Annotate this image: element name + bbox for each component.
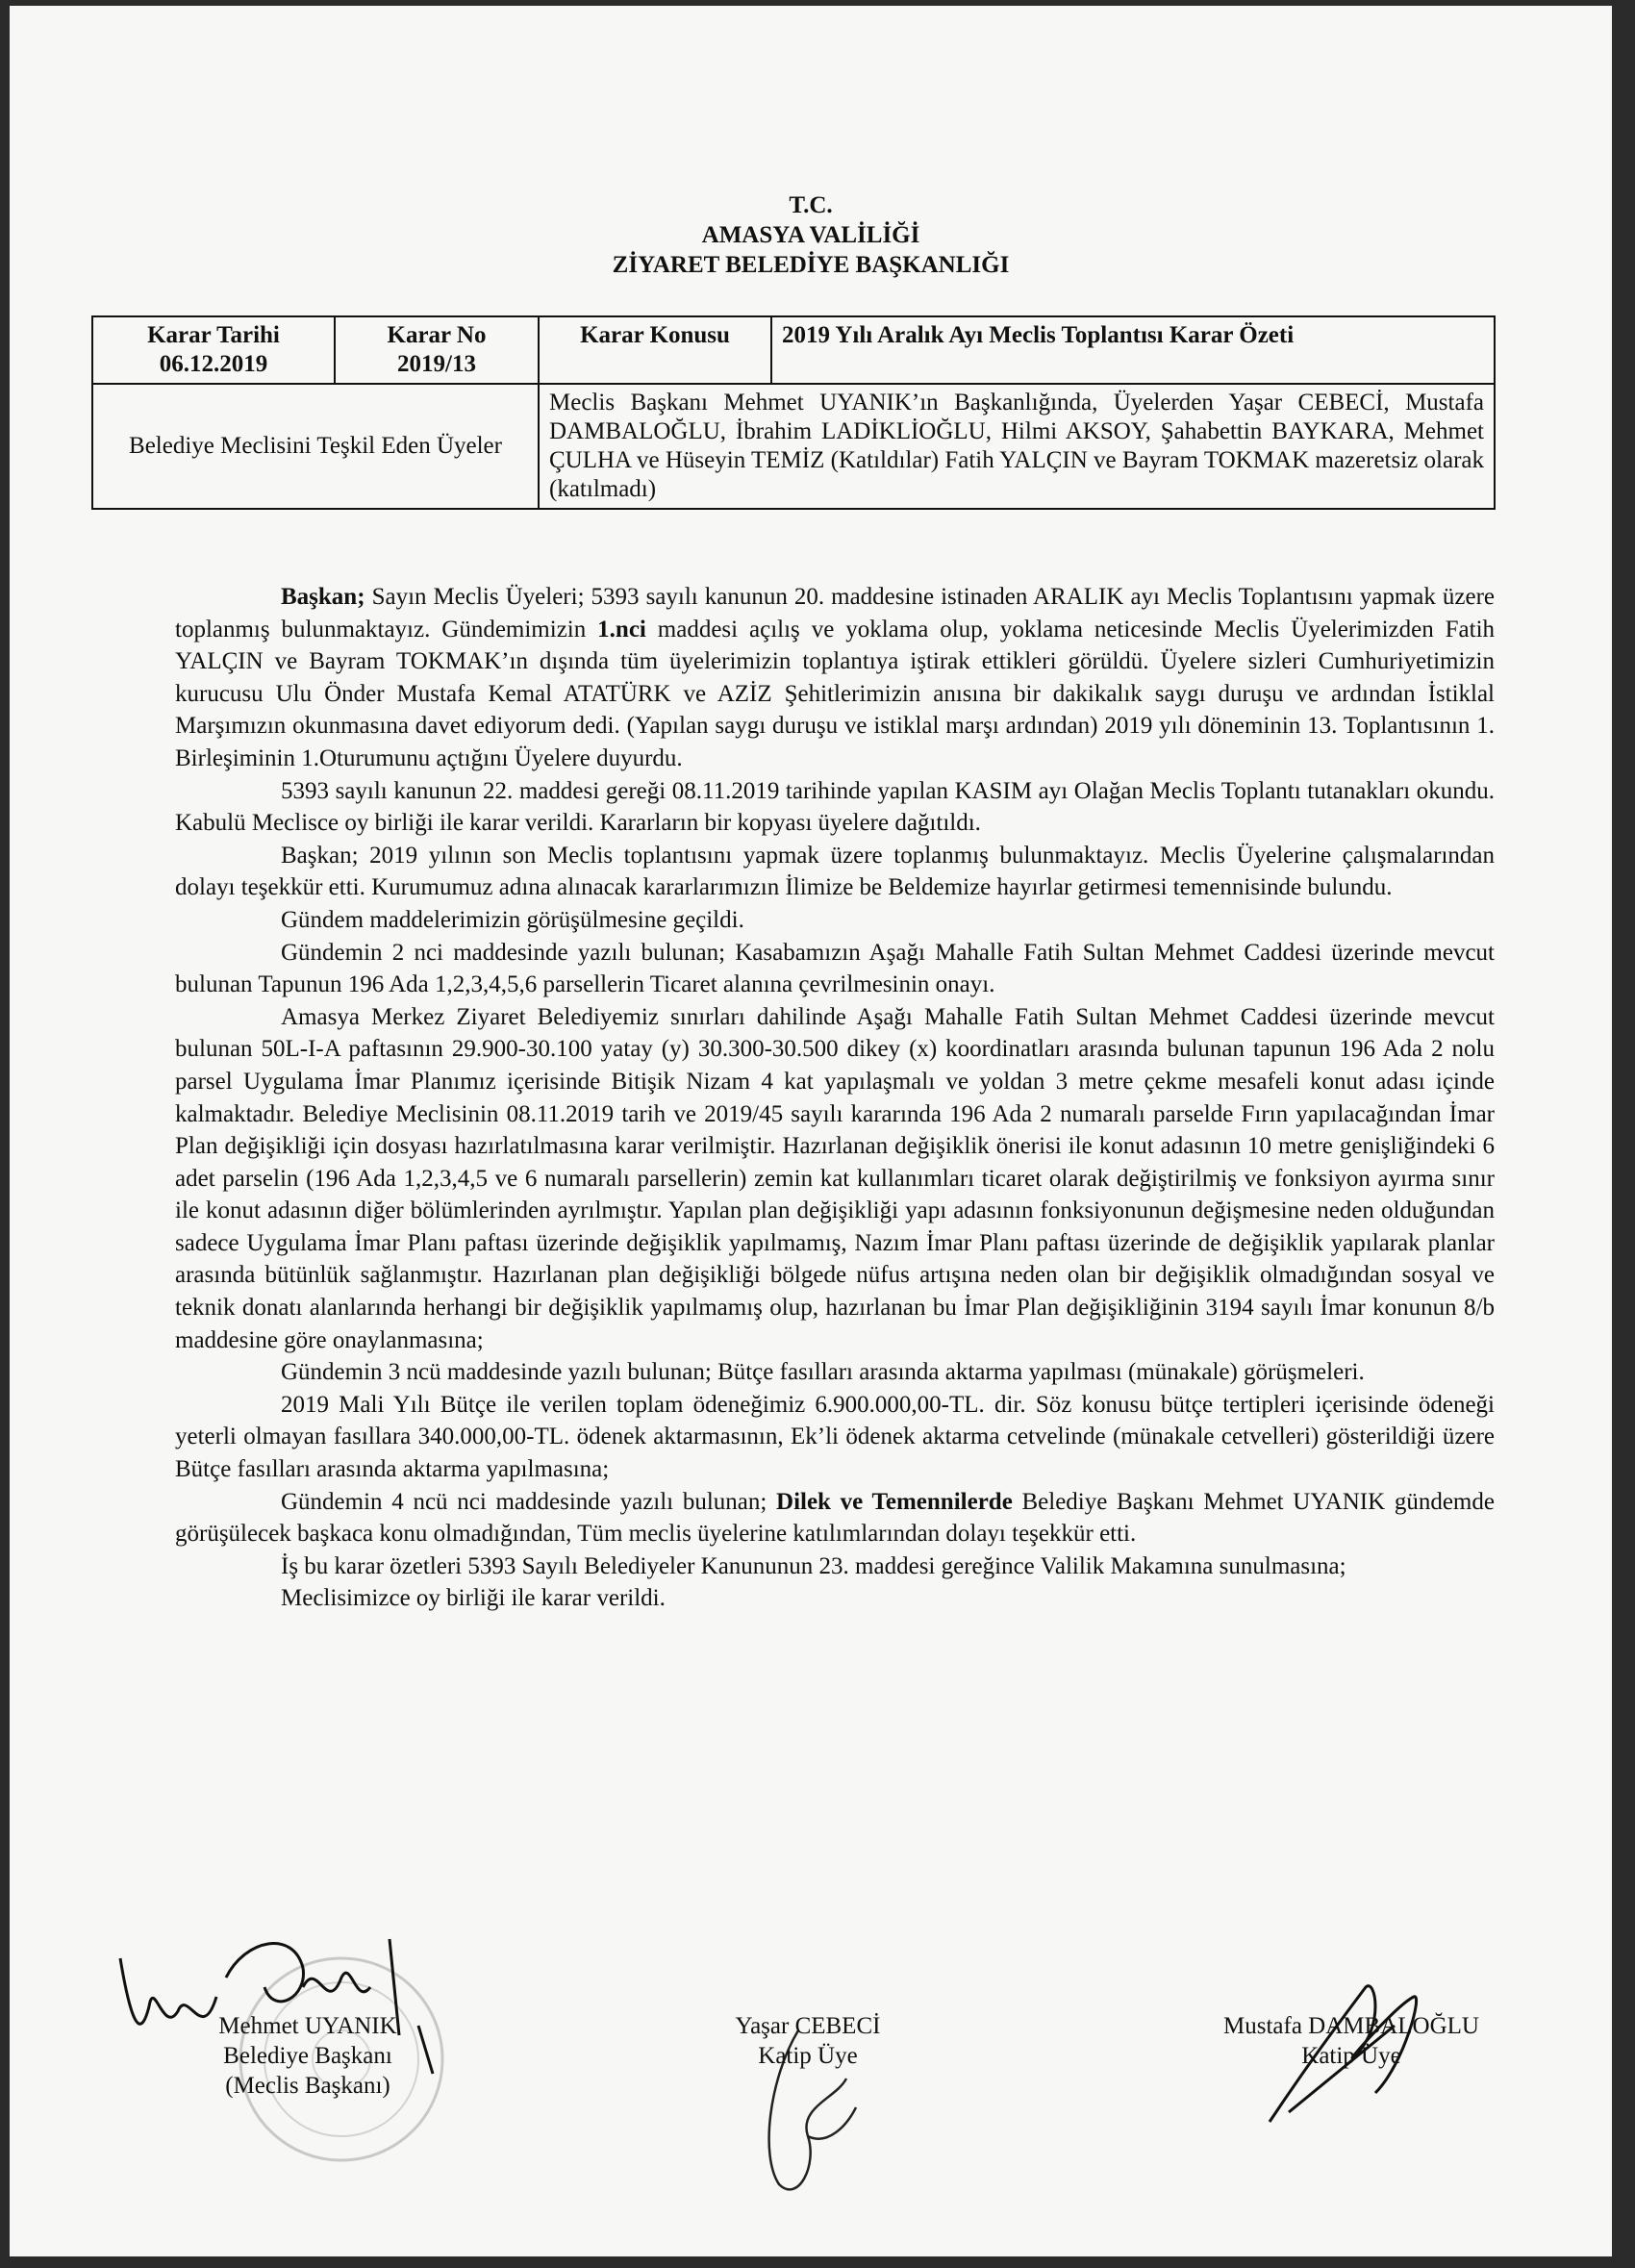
members-row bbox=[92, 384, 1495, 509]
header-line-tc: T.C. bbox=[789, 192, 833, 218]
paragraph-agenda-item-4-part-a: Gündemin 4 ncü nci maddesinde yazılı bulunan; bbox=[281, 1488, 777, 1515]
secretary-1-title: Katip Üye bbox=[758, 2043, 858, 2069]
paragraph-submission: İş bu karar özetleri 5393 Sayılı Belediyeler Kanununun 23. maddesi gereğince Valilik Makamına sunulmasına; bbox=[281, 1552, 1346, 1579]
paragraph-agenda-item-2: Gündemin 2 nci maddesinde yazılı bulunan; Kasabamızın Aşağı Mahalle Fatih Sultan Mehmet Caddesi üzerinde mevcut bulunan Tapunun 196 Ada 1,2,3,4,5,6 parsellerin Ticaret alanına çevrilmesinin onayı. bbox=[175, 939, 1495, 998]
decision-info-table bbox=[91, 315, 1496, 510]
mayor-role: (Meclis Başkanı) bbox=[225, 2073, 390, 2099]
secretary-2-title: Katip Üye bbox=[1301, 2043, 1401, 2069]
decision-date-label: Karar Tarihi bbox=[147, 322, 280, 348]
header-line-belediye: ZİYARET BELEDİYE BAŞKANLIĞI bbox=[612, 252, 1010, 278]
document-body bbox=[175, 581, 1495, 1615]
secretary-2-name: Mustafa DAMBALOĞLU bbox=[1223, 2013, 1479, 2039]
signature-block-mayor bbox=[183, 2011, 433, 2101]
paragraph-opening-part-b: maddesi açılış ve yoklama olup, yoklama neticesinde Meclis Üyelerimizden Fatih YALÇIN ve Bayram TOKMAK’ın dışında tüm üyelerimizin toplantıya iştirak ettikleri görüldü. Üyelere sizleri Cumhuriyetimizin kurucusu Ulu Önder Mustafa Kemal ATATÜRK ve AZİZ Şehitlerimizin anısına bir dakikalık saygı duruşu ve ardından İstiklal Marşımızın okunmasına davet ediyorum dedi. (Yapılan saygı duruşu ve istiklal marşı ardından) 2019 yılı döneminin 13. Toplantısının 1. Birleşiminin 1.Oturumunu açtığını Üyelere duyurdu. bbox=[175, 616, 1496, 771]
paragraph-budget: 2019 Mali Yılı Bütçe ile verilen toplam ödeneğimiz 6.900.000,00-TL. dir. Söz konusu bütçe tertipleri içerisinde ödeneği yeterli olmayan fasıllara 340.000,00-TL. ödenek aktarmasının, Ek’li ödenek aktarma cetvelinde (münakale cetvelleri) gösterildiği üzere Bütçe fasılları arasında aktarma yapılmasına; bbox=[175, 1391, 1495, 1483]
decision-date-cell bbox=[92, 316, 335, 384]
document-header bbox=[10, 190, 1612, 280]
decision-info-row bbox=[92, 316, 1495, 384]
decision-number-value: 2019/13 bbox=[397, 351, 476, 377]
secretary-1-name: Yaşar CEBECİ bbox=[735, 2013, 881, 2039]
paragraph-minutes: 5393 sayılı kanunun 22. maddesi gereği 08.11.2019 tarihinde yapılan KASIM ayı Olağan Meclis Toplantı tutanakları okundu. Kabulü Meclisce oy birliği ile karar verildi. Kararların bir kopyası üyelere dağıtıldı. bbox=[175, 777, 1495, 837]
signature-block-secretary-1 bbox=[683, 2011, 933, 2071]
paragraph-resolution: Meclisimizce oy birliği ile karar verildi. bbox=[281, 1585, 666, 1612]
signature-block-secretary-2 bbox=[1178, 2011, 1524, 2071]
paragraph-opening-part-a: Sayın Meclis Üyeleri; 5393 sayılı kanunun 20. maddesine istinaden ARALIK ayı Meclis Toplantısını yapmak üzere toplanmış bulunmaktayız. Gündemimizin bbox=[175, 584, 1495, 643]
members-text: Meclis Başkanı Mehmet UYANIK’ın Başkanlığında, Üyelerden Yaşar CEBECİ, Mustafa DAMBALOĞLU, İbrahim LADİKLİOĞLU, Hilmi AKSOY, Şahabettin BAYKARA, Mehmet ÇULHA ve Hüseyin TEMİZ (Katıldılar) Fatih YALÇIN ve Bayram TOKMAK mazeretsiz olarak (katılmadı) bbox=[539, 384, 1495, 509]
paragraph-agenda-item-4 bbox=[175, 1486, 1495, 1550]
mayor-name: Mehmet UYANIK bbox=[218, 2013, 397, 2039]
paragraph-agenda-start: Gündem maddelerimizin görüşülmesine geçildi. bbox=[281, 906, 744, 933]
decision-number-cell bbox=[335, 316, 539, 384]
paragraph-agenda-item-3: Gündemin 3 ncü maddesinde yazılı bulunan; Bütçe fasılları arasında aktarma yapılması (münakale) görüşmeleri. bbox=[281, 1359, 1365, 1386]
wishes-label: Dilek ve Temennilerde bbox=[776, 1488, 1013, 1515]
decision-number-label: Karar No bbox=[387, 322, 487, 348]
speaker-label: Başkan; bbox=[281, 584, 365, 610]
agenda-item-bold: 1.nci bbox=[597, 616, 646, 643]
decision-subject-value: 2019 Yılı Aralık Ayı Meclis Toplantısı Karar Özeti bbox=[771, 316, 1495, 384]
paragraph-agenda-item-4-part-b: Belediye Başkanı Mehmet UYANIK gündemde görüşülecek başkaca konu olmadığından, Tüm meclis üyelerine katılımlarından dolayı teşekkür etti. bbox=[175, 1488, 1495, 1548]
paragraph-opening bbox=[175, 581, 1495, 775]
header-line-valilik: AMASYA VALİLİĞİ bbox=[701, 222, 920, 248]
decision-date-value: 06.12.2019 bbox=[159, 351, 268, 377]
paragraph-chair-remarks: Başkan; 2019 yılının son Meclis toplantısını yapmak üzere toplanmış bulunmaktayız. Meclis Üyelerine çalışmalarından dolayı teşekkür etti. Kurumumuz adına alınacak kararlarımızın İlimize be Beldemize hayırlar getirmesi temennisinde bulundu. bbox=[175, 842, 1495, 901]
document-page bbox=[10, 6, 1612, 2256]
mayor-title: Belediye Başkanı bbox=[223, 2043, 392, 2069]
paragraph-zoning-detail: Amasya Merkez Ziyaret Belediyemiz sınırları dahilinde Aşağı Mahalle Fatih Sultan Mehmet Caddesi üzerinde mevcut bulunan 50L-I-A paftasının 29.900-30.100 yatay (y) 30.300-30.500 dikey (x) koordinatları arasında bulunan tapunun 196 Ada 2 nolu parsel Uygulama İmar Planımız içerisinde Bitişik Nizam 4 kat yapılaşmalı ve yoldan 3 metre çekme mesafeli konut adası içinde kalmaktadır. Belediye Meclisinin 08.11.2019 tarih ve 2019/45 sayılı kararında 196 Ada 2 numaralı parselde Fırın yapılacağından İmar Plan değişikliği için dosyası hazırlatılmasına karar verilmiştir. Hazırlanan değişiklik önerisi ile konut adasının 10 metre genişliğindeki 6 adet parselin (196 Ada 1,2,3,4,5 ve 6 numaralı parsellerin) zemin kat kullanımları ticaret olarak değiştirilmiş ve fonksiyon ayırma sınır ile konut adasının diğer bölümlerinden ayrılmıştır. Yapılan plan değişikliği yapı adasının fonksiyonunun değişmesine neden olduğundan sadece Uygulama İmar Planı paftası üzerinde değişiklik yapılmamış, Nazım İmar Planı paftası üzerinde de değişiklik yapılarak planlar arasında bütünlük sağlanmıştır. Hazırlanan plan değişikliği bölgede nüfus artışına neden olan bir değişiklik olmadığından sosyal ve teknik donatı alanlarında herhangi bir değişiklik yapılmamış olup, hazırlanan bu İmar Plan değişikliğinin 3194 sayılı İmar konunun 8/b maddesine göre onaylanmasına; bbox=[175, 1003, 1495, 1353]
members-label: Belediye Meclisini Teşkil Eden Üyeler bbox=[92, 384, 539, 509]
decision-subject-label: Karar Konusu bbox=[539, 316, 771, 384]
